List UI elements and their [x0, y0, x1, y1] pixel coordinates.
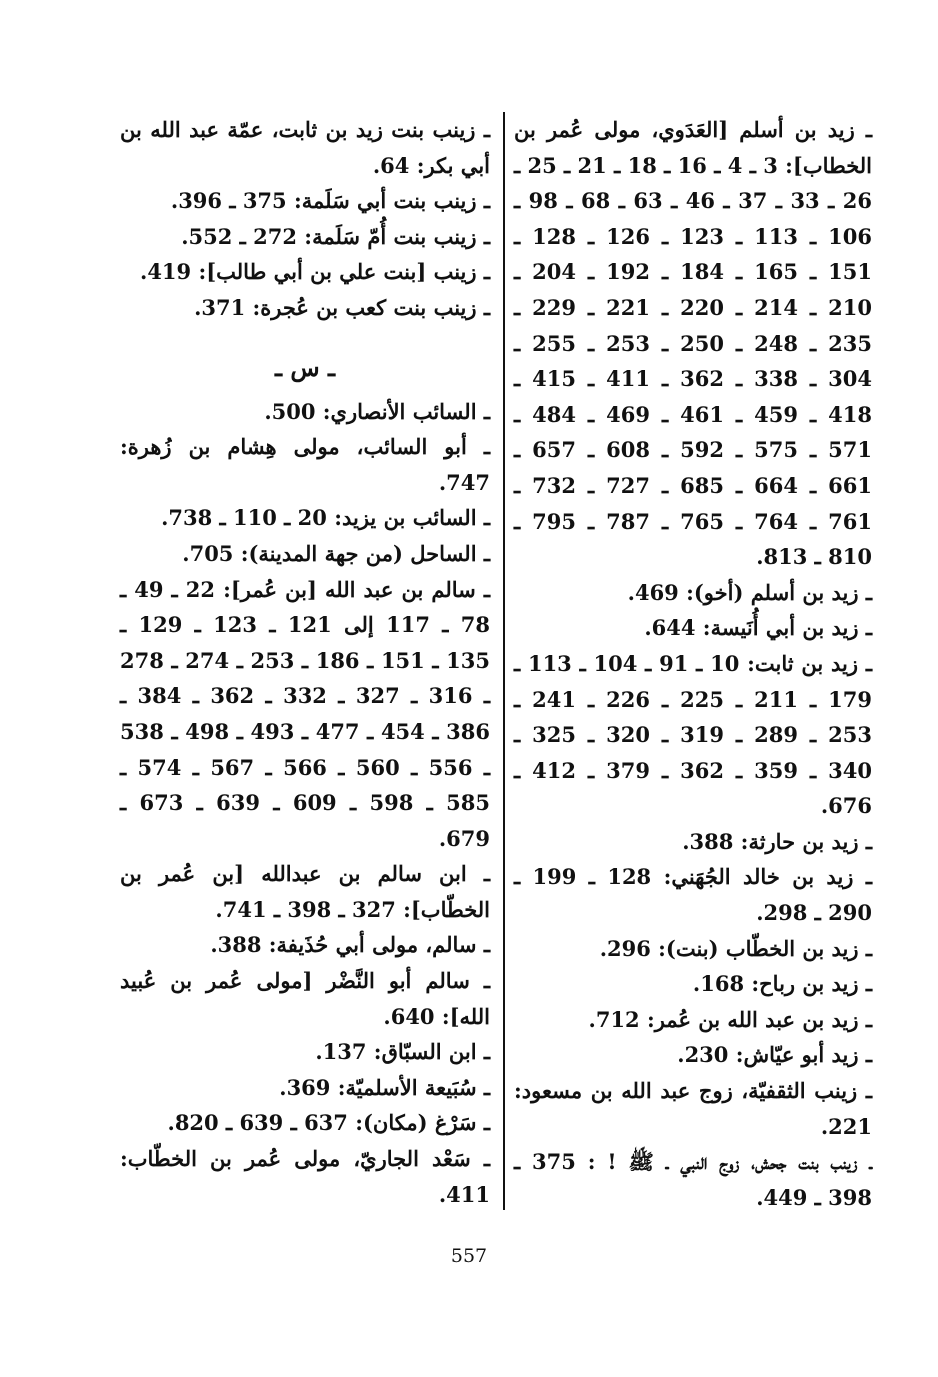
index-entry: ـ ابن سالم بن عبدالله [بن عُمر بن الخطّاب]: 327 ـ 398 ـ 741. [120, 861, 490, 922]
index-entry: ـ زيد أبو عيّاش: 230. [677, 1042, 872, 1068]
index-column-left [120, 112, 490, 1212]
index-entry: ـ زيد بن أسلم (أخو): 469. [627, 579, 872, 605]
index-entry: ـ زينب [بنت علي بن أبي طالب]: 419. [140, 259, 490, 285]
index-entry: ـ الساحل (من جهة المدينة): 705. [182, 540, 490, 566]
index-entry: ـ سَرْغ (مكان): 637 ـ 639 ـ 820. [167, 1110, 490, 1136]
column-divider [503, 112, 505, 1210]
index-entry: ـ زيد بن ثابت: 10 ـ 91 ـ 104 ـ 113 ـ 179 ـ 211 ـ 225 ـ 226 ـ 241 ـ 253 ـ 289 ـ 319 ـ 320 ـ 325 ـ 340 ـ 359 ـ 362 ـ 379 ـ 412 ـ 676. [514, 650, 872, 819]
index-entry: ـ زيد بن أسلم [العَدَوي، مولى عُمر بن الخطاب]: 3 ـ 4 ـ 16 ـ 18 ـ 21 ـ 25 ـ 26 ـ 33 ـ 37 ـ 46 ـ 63 ـ 68 ـ 98 ـ 106 ـ 113 ـ 123 ـ 126 ـ 128 ـ 151 ـ 165 ـ 184 ـ 192 ـ 204 ـ 210 ـ 214 ـ 220 ـ 221 ـ 229 ـ 235 ـ 248 ـ 250 ـ 253 ـ 255 ـ 304 ـ 338 ـ 362 ـ 411 ـ 415 ـ 418 ـ 459 ـ 461 ـ 469 ـ 484 ـ 571 ـ 575 ـ 592 ـ 608 ـ 657 ـ 661 ـ 664 ـ 685 ـ 727 ـ 732 ـ 761 ـ 764 ـ 765 ـ 787 ـ 795 ـ 810 ـ 813. [514, 117, 873, 570]
index-entry: ـ سالم بن عبد الله [بن عُمر]: 22 ـ 49 ـ 78 ـ 117 إلى 121 ـ 123 ـ 129 ـ 135 ـ 151 ـ 186 ـ 253 ـ 274 ـ 278 ـ 316 ـ 327 ـ 332 ـ 362 ـ 384 ـ 386 ـ 454 ـ 477 ـ 493 ـ 498 ـ 538 ـ 556 ـ 560 ـ 566 ـ 567 ـ 574 ـ 585 ـ 598 ـ 609 ـ 639 ـ 673 ـ 679. [120, 576, 491, 851]
index-entry: ـ ابن السبّاق: 137. [315, 1039, 490, 1065]
section-heading: ـ س ـ [274, 352, 336, 382]
index-column-right [514, 112, 872, 1215]
page-number: 557 [450, 1245, 488, 1267]
index-entry: ـ زينب بنت زيد بن ثابت، عمّة عبد الله بن أبي بكر: 64. [120, 117, 490, 178]
index-entry: ـ أبو السائب، مولى هِشام بن زُهرة: 747. [120, 434, 490, 495]
index-entry: ـ زينب بنت أُمّ سَلَمة: 272 ـ 552. [181, 223, 490, 249]
index-entry: ـ زيد بن عبد الله بن عُمر: 712. [588, 1006, 872, 1032]
index-entry: ـ زينب بنت كعب بن عُجرة: 371. [194, 294, 490, 320]
index-entry: ـ سُبَيعة الأسلميّة: 369. [279, 1074, 490, 1100]
index-entry: ـ زيد بن أبي أُنَيسة: 644. [644, 615, 872, 641]
index-entry: ـ سَعْد الجاريّ، مولى عُمر بن الخطّاب: 411. [120, 1146, 490, 1207]
index-entry: ـ زيد بن الخطّاب (بنت): 296. [599, 935, 872, 961]
index-entry: ـ زيد بن حارثة: 388. [682, 828, 872, 854]
index-entry: ـ زينب بنت جحش، زوج النبي ـ ﷺ ! : 375 ـ 398 ـ 449. [514, 1149, 872, 1210]
index-entry: ـ زيد بن رباح: 168. [692, 971, 872, 997]
index-entry: ـ سالم، مولى أبي حُذَيفة: 388. [210, 932, 490, 958]
index-entry: ـ زينب بنت أبي سَلَمة: 375 ـ 396. [170, 188, 490, 214]
index-entry: ـ سالم أبو النَّضْر [مولى عُمر بن عُبيد الله]: 640. [120, 968, 490, 1029]
index-entry: ـ السائب الأنصاري: 500. [264, 398, 490, 424]
index-entry: ـ زينب الثقفيّة، زوج عبد الله بن مسعود: 221. [514, 1078, 872, 1139]
index-entry: ـ زيد بن خالد الجُهَني: 128 ـ 199 ـ 290 ـ 298. [514, 864, 872, 926]
index-entry: ـ السائب بن يزيد: 20 ـ 110 ـ 738. [161, 505, 490, 531]
